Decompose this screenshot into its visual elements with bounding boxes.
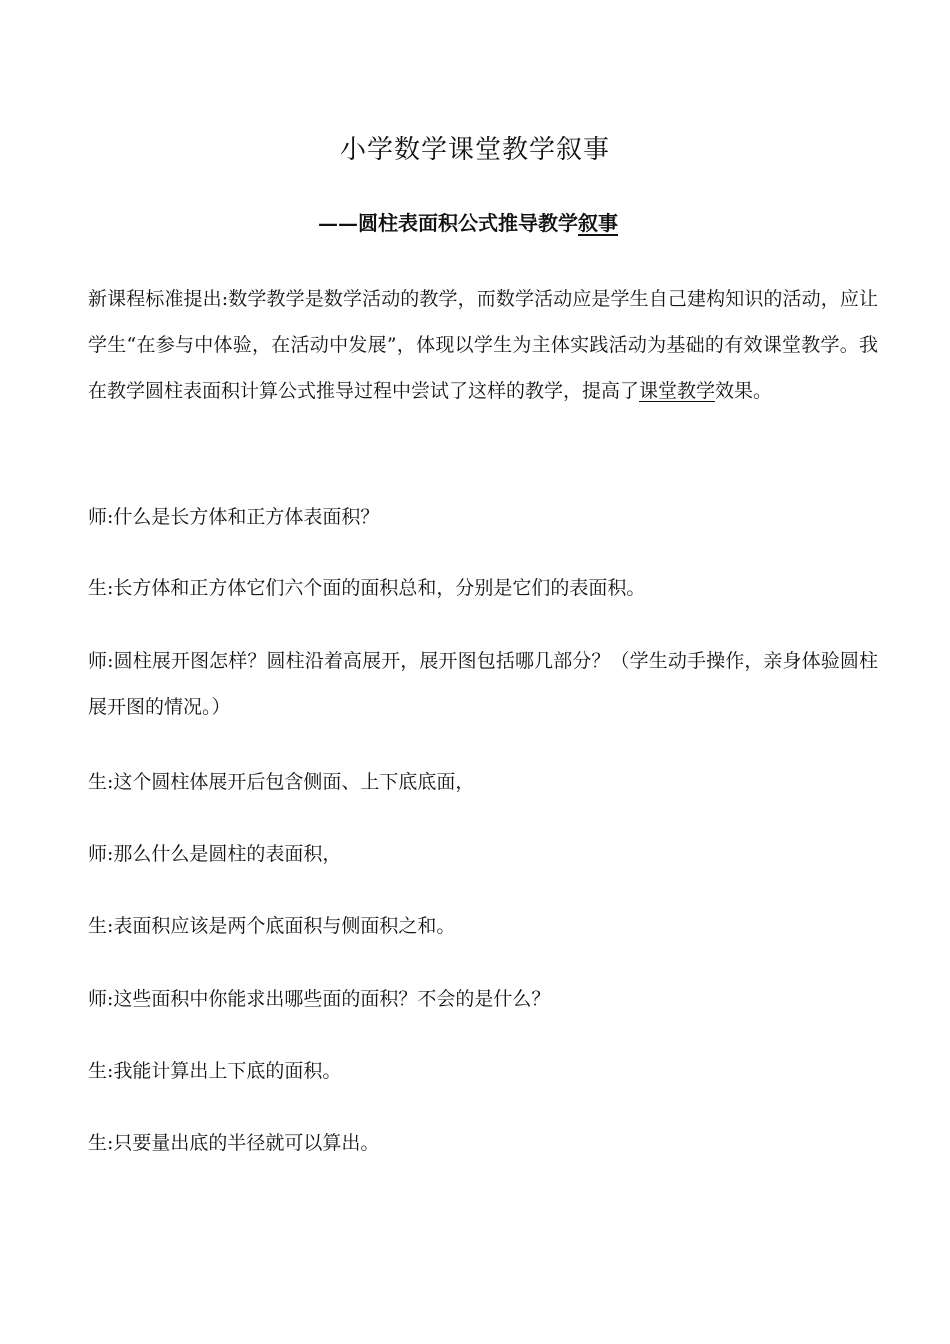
dialogue-line: 生:表面积应该是两个底面积与侧面积之和。 [88,915,456,937]
intro-paragraph [88,276,878,414]
subtitle-underlined-text: 叙事 [578,211,618,235]
document-title: 小学数学课堂教学叙事 [339,135,610,165]
dialogue-line: 生:这个圆柱体展开后包含侧面、上下底底面， [88,771,475,793]
subtitle-text: ——圆柱表面积公式推导教学 [318,211,578,235]
dialogue-line: 生:只要量出底的半径就可以算出。 [88,1132,380,1154]
dialogue-line: 师:那么什么是圆柱的表面积， [88,843,342,865]
dialogue-line: 生:长方体和正方体它们六个面的面积总和，分别是它们的表面积。 [88,577,646,599]
dialogue-line: 师:这些面积中你能求出哪些面的面积？不会的是什么？ [88,988,551,1010]
document-subtitle [318,206,618,240]
dialogue-line: 生:我能计算出上下底的面积。 [88,1060,342,1082]
dialogue-line: 师:什么是长方体和正方体表面积？ [88,506,380,528]
classroom-teaching-link[interactable]: 课堂教学 [639,380,716,402]
intro-text-end: 效果。 [715,380,773,402]
dialogue-line: 师:圆柱展开图怎样？圆柱沿着高展开，展开图包括哪几部分？（学生动手操作，亲身体验圆柱展开图的情况。） [88,650,878,718]
intro-text: 新课程标准提出:数学教学是数学活动的教学，而数学活动应是学生自己建构知识的活动，应让学生“在参与中体验，在活动中发展”，体现以学生为主体实践活动为基础的有效课堂教学。我在教学圆柱表面积计算公式推导过程中尝试了这样的教学，提高了 [88,288,878,402]
